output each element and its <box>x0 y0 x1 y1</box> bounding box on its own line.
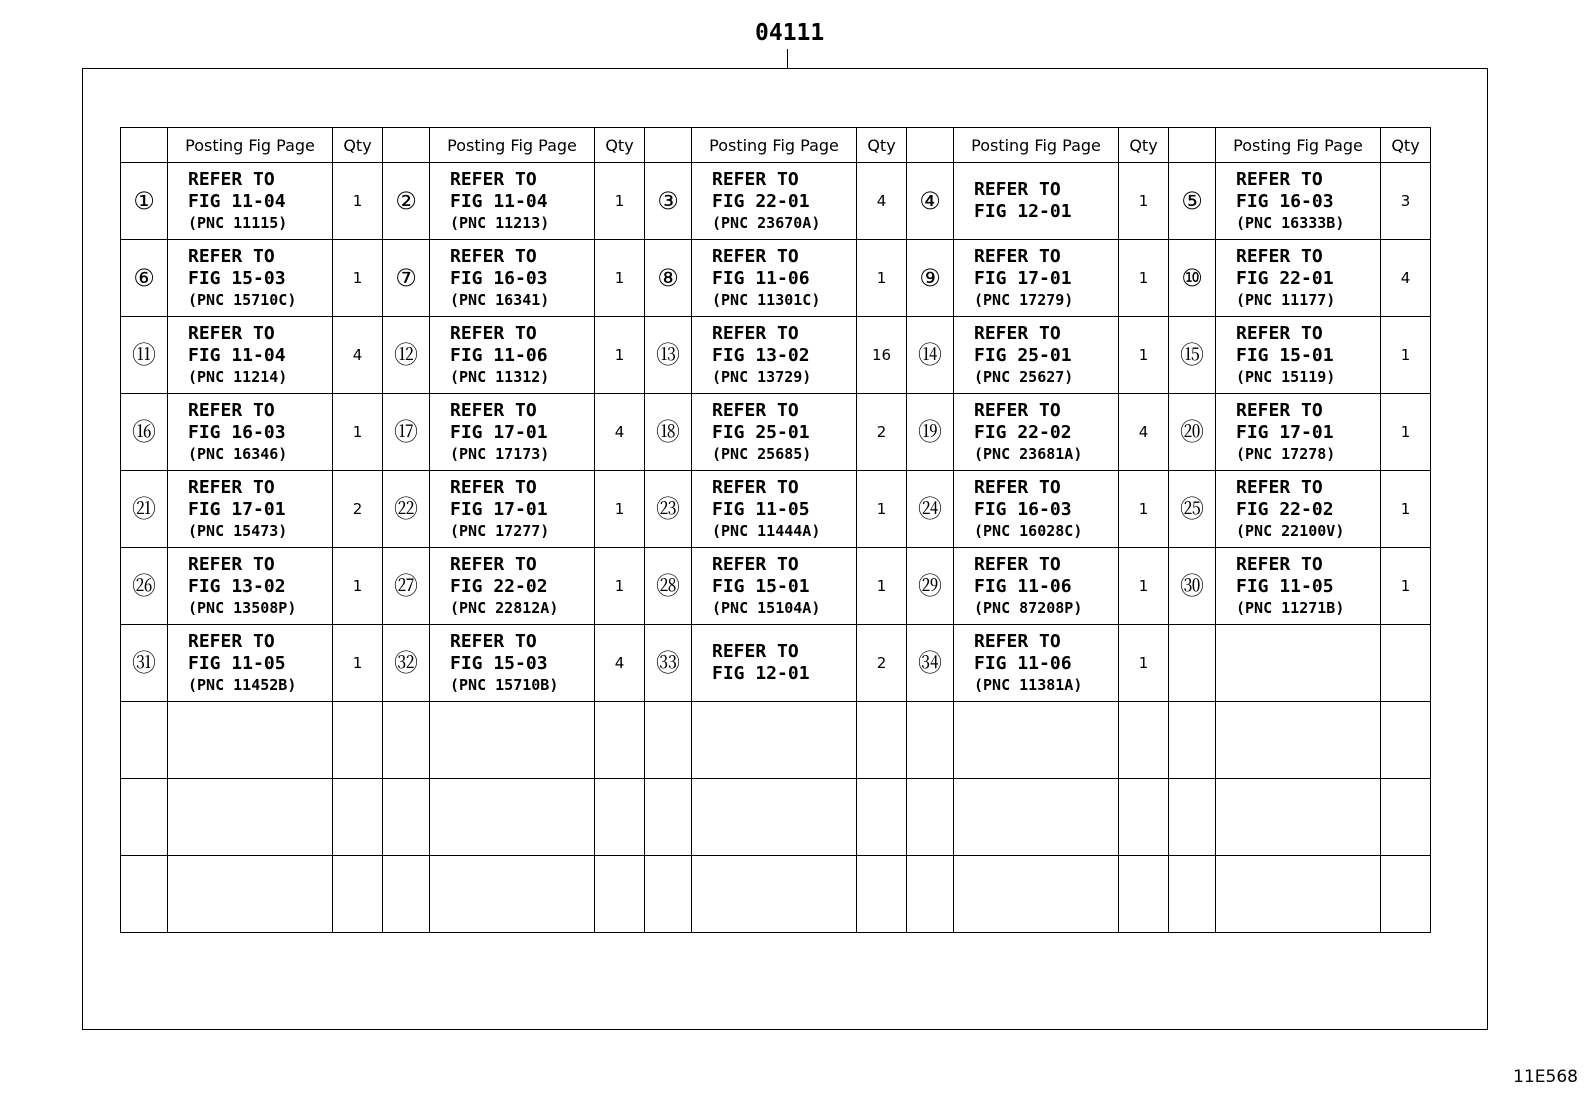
callout-number: ⑧ <box>645 240 692 317</box>
qty-cell: 1 <box>333 394 383 471</box>
qty-cell: 1 <box>1119 163 1169 240</box>
qty-cell: 1 <box>333 548 383 625</box>
refer-to-text: REFER TO <box>450 631 537 652</box>
qty-cell: 1 <box>1119 625 1169 702</box>
pnc-text: (PNC 15119) <box>1236 368 1336 386</box>
header-num-cell <box>1169 128 1216 163</box>
qty-cell <box>1119 702 1169 779</box>
posting-fig-cell <box>168 702 333 779</box>
refer-to-text: REFER TO <box>712 246 799 267</box>
qty-cell: 1 <box>595 471 645 548</box>
qty-cell: 2 <box>857 625 907 702</box>
posting-fig-cell <box>692 548 857 625</box>
qty-cell <box>595 779 645 856</box>
fig-reference-text: FIG 17-01 <box>188 499 286 520</box>
callout-number: ⑫ <box>383 317 430 394</box>
posting-fig-cell <box>1216 702 1381 779</box>
qty-cell: 4 <box>333 317 383 394</box>
posting-fig-cell <box>692 163 857 240</box>
posting-fig-cell <box>692 317 857 394</box>
pnc-text: (PNC 11213) <box>450 214 550 232</box>
table-row <box>121 779 1431 856</box>
qty-cell: 4 <box>595 625 645 702</box>
refer-to-text: REFER TO <box>188 400 275 421</box>
callout-number: ⑨ <box>907 240 954 317</box>
qty-cell <box>333 856 383 933</box>
fig-reference-text: FIG 11-06 <box>712 268 810 289</box>
pnc-text: (PNC 17279) <box>974 291 1074 309</box>
fig-reference-text: FIG 25-01 <box>974 345 1072 366</box>
posting-fig-cell <box>692 471 857 548</box>
fig-reference-text: FIG 12-01 <box>974 201 1072 222</box>
qty-cell: 3 <box>1381 163 1431 240</box>
table-row <box>121 548 1431 625</box>
callout-number <box>645 779 692 856</box>
qty-cell: 1 <box>333 163 383 240</box>
callout-number <box>1169 779 1216 856</box>
refer-to-text: REFER TO <box>1236 554 1323 575</box>
fig-reference-text: FIG 16-03 <box>974 499 1072 520</box>
pnc-text: (PNC 13508P) <box>188 599 297 617</box>
header-num-cell <box>383 128 430 163</box>
fig-reference-text: FIG 13-02 <box>188 576 286 597</box>
callout-number: ⑲ <box>907 394 954 471</box>
refer-to-text: REFER TO <box>974 477 1061 498</box>
refer-to-text: REFER TO <box>712 641 799 662</box>
posting-fig-cell <box>954 317 1119 394</box>
qty-cell: 1 <box>857 548 907 625</box>
qty-cell <box>1119 779 1169 856</box>
pnc-text: (PNC 15710C) <box>188 291 297 309</box>
posting-fig-cell <box>954 240 1119 317</box>
table-body <box>121 163 1431 933</box>
table-row <box>121 471 1431 548</box>
posting-fig-cell <box>692 394 857 471</box>
posting-fig-cell <box>430 779 595 856</box>
callout-number <box>907 856 954 933</box>
pnc-text: (PNC 17173) <box>450 445 550 463</box>
refer-to-text: REFER TO <box>974 554 1061 575</box>
callout-number: ㉑ <box>121 471 168 548</box>
parts-reference-table <box>120 127 1431 933</box>
table-row <box>121 317 1431 394</box>
fig-reference-text: FIG 15-03 <box>188 268 286 289</box>
refer-to-text: REFER TO <box>450 554 537 575</box>
refer-to-text: REFER TO <box>450 400 537 421</box>
callout-number: ⑤ <box>1169 163 1216 240</box>
qty-cell: 1 <box>595 240 645 317</box>
callout-number: ⑥ <box>121 240 168 317</box>
callout-number <box>645 856 692 933</box>
header-num-cell <box>121 128 168 163</box>
fig-reference-text: FIG 11-05 <box>712 499 810 520</box>
callout-number: ⑳ <box>1169 394 1216 471</box>
refer-to-text: REFER TO <box>1236 169 1323 190</box>
refer-to-text: REFER TO <box>450 169 537 190</box>
qty-cell: 4 <box>595 394 645 471</box>
posting-fig-cell <box>954 548 1119 625</box>
qty-cell: 1 <box>595 548 645 625</box>
callout-number <box>383 856 430 933</box>
fig-reference-text: FIG 11-04 <box>188 191 286 212</box>
callout-number <box>907 702 954 779</box>
callout-number: ② <box>383 163 430 240</box>
header-posting-fig-page: Posting Fig Page <box>692 128 857 163</box>
callout-number: ① <box>121 163 168 240</box>
pnc-text: (PNC 87208P) <box>974 599 1083 617</box>
pnc-text: (PNC 11115) <box>188 214 288 232</box>
posting-fig-cell <box>692 856 857 933</box>
qty-cell <box>1381 702 1431 779</box>
refer-to-text: REFER TO <box>188 323 275 344</box>
fig-reference-text: FIG 11-04 <box>450 191 548 212</box>
fig-reference-text: FIG 11-04 <box>188 345 286 366</box>
refer-to-text: REFER TO <box>712 477 799 498</box>
pnc-text: (PNC 15104A) <box>712 599 821 617</box>
pnc-text: (PNC 23670A) <box>712 214 821 232</box>
posting-fig-cell <box>954 471 1119 548</box>
pnc-text: (PNC 11312) <box>450 368 550 386</box>
posting-fig-cell <box>692 702 857 779</box>
refer-to-text: REFER TO <box>188 631 275 652</box>
fig-reference-text: FIG 17-01 <box>1236 422 1334 443</box>
callout-number <box>383 779 430 856</box>
callout-number <box>1169 702 1216 779</box>
callout-number: ㉛ <box>121 625 168 702</box>
table-row <box>121 163 1431 240</box>
fig-reference-text: FIG 11-06 <box>974 576 1072 597</box>
qty-cell <box>857 856 907 933</box>
pnc-text: (PNC 16346) <box>188 445 288 463</box>
posting-fig-cell <box>1216 317 1381 394</box>
refer-to-text: REFER TO <box>1236 323 1323 344</box>
callout-number: ㉘ <box>645 548 692 625</box>
callout-number: ⑱ <box>645 394 692 471</box>
posting-fig-cell <box>168 394 333 471</box>
callout-number: ⑦ <box>383 240 430 317</box>
table-row <box>121 394 1431 471</box>
pnc-text: (PNC 25685) <box>712 445 812 463</box>
pnc-text: (PNC 11271B) <box>1236 599 1345 617</box>
callout-number <box>1169 856 1216 933</box>
header-posting-fig-page: Posting Fig Page <box>1216 128 1381 163</box>
refer-to-text: REFER TO <box>712 323 799 344</box>
fig-reference-text: FIG 15-01 <box>712 576 810 597</box>
header-num-cell <box>907 128 954 163</box>
callout-number: ㉒ <box>383 471 430 548</box>
posting-fig-cell <box>1216 163 1381 240</box>
callout-number <box>907 779 954 856</box>
posting-fig-cell <box>168 317 333 394</box>
qty-cell: 1 <box>1119 317 1169 394</box>
pnc-text: (PNC 11301C) <box>712 291 821 309</box>
pnc-text: (PNC 17278) <box>1236 445 1336 463</box>
qty-cell: 1 <box>333 625 383 702</box>
refer-to-text: REFER TO <box>712 554 799 575</box>
header-qty: Qty <box>1381 128 1431 163</box>
posting-fig-cell <box>1216 856 1381 933</box>
pnc-text: (PNC 16028C) <box>974 522 1083 540</box>
pnc-text: (PNC 11214) <box>188 368 288 386</box>
qty-cell: 4 <box>857 163 907 240</box>
fig-reference-text: FIG 16-03 <box>1236 191 1334 212</box>
pnc-text: (PNC 13729) <box>712 368 812 386</box>
posting-fig-cell <box>430 548 595 625</box>
qty-cell: 1 <box>595 163 645 240</box>
fig-reference-text: FIG 17-01 <box>450 422 548 443</box>
refer-to-text: REFER TO <box>712 400 799 421</box>
refer-to-text: REFER TO <box>974 323 1061 344</box>
posting-fig-cell <box>168 240 333 317</box>
leader-line <box>787 49 788 69</box>
refer-to-text: REFER TO <box>450 323 537 344</box>
callout-number: ⑯ <box>121 394 168 471</box>
table-row <box>121 702 1431 779</box>
posting-fig-cell <box>1216 394 1381 471</box>
table-row <box>121 625 1431 702</box>
posting-fig-cell <box>168 856 333 933</box>
fig-reference-text: FIG 11-05 <box>188 653 286 674</box>
qty-cell <box>595 856 645 933</box>
header-posting-fig-page: Posting Fig Page <box>430 128 595 163</box>
callout-number: ㉖ <box>121 548 168 625</box>
callout-number: ㉞ <box>907 625 954 702</box>
fig-reference-text: FIG 13-02 <box>712 345 810 366</box>
fig-reference-text: FIG 22-02 <box>974 422 1072 443</box>
callout-number: ㉙ <box>907 548 954 625</box>
callout-number: ⑭ <box>907 317 954 394</box>
qty-cell: 2 <box>333 471 383 548</box>
callout-number: ④ <box>907 163 954 240</box>
posting-fig-cell <box>1216 779 1381 856</box>
drawing-code: 11E568 <box>1513 1067 1578 1087</box>
qty-cell: 2 <box>857 394 907 471</box>
posting-fig-cell <box>954 856 1119 933</box>
fig-reference-text: FIG 15-03 <box>450 653 548 674</box>
callout-number <box>383 702 430 779</box>
callout-number <box>645 702 692 779</box>
qty-cell <box>857 779 907 856</box>
callout-number <box>1169 625 1216 702</box>
callout-number: ㉜ <box>383 625 430 702</box>
pnc-text: (PNC 22100V) <box>1236 522 1345 540</box>
refer-to-text: REFER TO <box>450 477 537 498</box>
fig-reference-text: FIG 25-01 <box>712 422 810 443</box>
fig-reference-text: FIG 16-03 <box>188 422 286 443</box>
pnc-text: (PNC 16333B) <box>1236 214 1345 232</box>
fig-reference-text: FIG 11-05 <box>1236 576 1334 597</box>
posting-fig-cell <box>430 240 595 317</box>
qty-cell: 4 <box>1381 240 1431 317</box>
qty-cell: 1 <box>595 317 645 394</box>
qty-cell <box>857 702 907 779</box>
qty-cell: 1 <box>1119 548 1169 625</box>
pnc-text: (PNC 16341) <box>450 291 550 309</box>
header-qty: Qty <box>595 128 645 163</box>
qty-cell: 1 <box>1381 471 1431 548</box>
pnc-text: (PNC 25627) <box>974 368 1074 386</box>
posting-fig-cell <box>168 625 333 702</box>
callout-number: ⑪ <box>121 317 168 394</box>
qty-cell <box>333 702 383 779</box>
callout-number: ③ <box>645 163 692 240</box>
header-num-cell <box>645 128 692 163</box>
refer-to-text: REFER TO <box>188 169 275 190</box>
posting-fig-cell <box>1216 471 1381 548</box>
posting-fig-cell <box>954 625 1119 702</box>
refer-to-text: REFER TO <box>974 246 1061 267</box>
qty-cell <box>1381 625 1431 702</box>
pnc-text: (PNC 11177) <box>1236 291 1336 309</box>
fig-reference-text: FIG 12-01 <box>712 663 810 684</box>
posting-fig-cell <box>430 163 595 240</box>
refer-to-text: REFER TO <box>974 400 1061 421</box>
qty-cell: 1 <box>1381 317 1431 394</box>
refer-to-text: REFER TO <box>188 477 275 498</box>
posting-fig-cell <box>168 471 333 548</box>
posting-fig-cell <box>1216 625 1381 702</box>
posting-fig-cell <box>692 779 857 856</box>
posting-fig-cell <box>430 394 595 471</box>
fig-reference-text: FIG 11-06 <box>450 345 548 366</box>
posting-fig-cell <box>954 779 1119 856</box>
refer-to-text: REFER TO <box>1236 400 1323 421</box>
posting-fig-cell <box>168 779 333 856</box>
qty-cell: 1 <box>1119 471 1169 548</box>
qty-cell: 1 <box>1381 394 1431 471</box>
pnc-text: (PNC 11381A) <box>974 676 1083 694</box>
fig-reference-text: FIG 22-02 <box>1236 499 1334 520</box>
qty-cell: 4 <box>1119 394 1169 471</box>
qty-cell <box>333 779 383 856</box>
qty-cell: 1 <box>1381 548 1431 625</box>
pnc-text: (PNC 22812A) <box>450 599 559 617</box>
refer-to-text: REFER TO <box>1236 246 1323 267</box>
qty-cell <box>1381 856 1431 933</box>
posting-fig-cell <box>168 163 333 240</box>
fig-reference-text: FIG 16-03 <box>450 268 548 289</box>
callout-number: ⑩ <box>1169 240 1216 317</box>
callout-number: ⑬ <box>645 317 692 394</box>
callout-number <box>121 779 168 856</box>
fig-reference-text: FIG 11-06 <box>974 653 1072 674</box>
pnc-text: (PNC 11444A) <box>712 522 821 540</box>
pnc-text: (PNC 23681A) <box>974 445 1083 463</box>
qty-cell <box>1381 779 1431 856</box>
pnc-text: (PNC 11452B) <box>188 676 297 694</box>
pnc-text: (PNC 15473) <box>188 522 288 540</box>
refer-to-text: REFER TO <box>974 631 1061 652</box>
qty-cell: 1 <box>333 240 383 317</box>
fig-reference-text: FIG 22-01 <box>1236 268 1334 289</box>
callout-number: ㉗ <box>383 548 430 625</box>
qty-cell: 1 <box>857 471 907 548</box>
refer-to-text: REFER TO <box>712 169 799 190</box>
refer-to-text: REFER TO <box>188 246 275 267</box>
posting-fig-cell <box>430 317 595 394</box>
qty-cell: 1 <box>857 240 907 317</box>
refer-to-text: REFER TO <box>450 246 537 267</box>
qty-cell: 1 <box>1119 240 1169 317</box>
callout-number: ㉔ <box>907 471 954 548</box>
fig-reference-text: FIG 22-02 <box>450 576 548 597</box>
posting-fig-cell <box>430 625 595 702</box>
posting-fig-cell <box>954 163 1119 240</box>
callout-number: ⑰ <box>383 394 430 471</box>
callout-number: ㉝ <box>645 625 692 702</box>
posting-fig-cell <box>168 548 333 625</box>
callout-number: ㉓ <box>645 471 692 548</box>
fig-reference-text: FIG 17-01 <box>450 499 548 520</box>
header-qty: Qty <box>333 128 383 163</box>
pnc-text: (PNC 17277) <box>450 522 550 540</box>
refer-to-text: REFER TO <box>974 179 1061 200</box>
posting-fig-cell <box>692 240 857 317</box>
posting-fig-cell <box>954 702 1119 779</box>
callout-number <box>121 702 168 779</box>
posting-fig-cell <box>692 625 857 702</box>
callout-number: ⑮ <box>1169 317 1216 394</box>
fig-reference-text: FIG 22-01 <box>712 191 810 212</box>
refer-to-text: REFER TO <box>1236 477 1323 498</box>
pnc-text: (PNC 15710B) <box>450 676 559 694</box>
table-row <box>121 240 1431 317</box>
callout-number: ㉚ <box>1169 548 1216 625</box>
table-header-row <box>121 128 1431 163</box>
header-posting-fig-page: Posting Fig Page <box>954 128 1119 163</box>
header-qty: Qty <box>857 128 907 163</box>
header-qty: Qty <box>1119 128 1169 163</box>
posting-fig-cell <box>430 471 595 548</box>
posting-fig-cell <box>430 702 595 779</box>
diagram-id-label: 04111 <box>755 20 825 46</box>
refer-to-text: REFER TO <box>188 554 275 575</box>
qty-cell <box>595 702 645 779</box>
callout-number <box>121 856 168 933</box>
posting-fig-cell <box>954 394 1119 471</box>
posting-fig-cell <box>430 856 595 933</box>
posting-fig-cell <box>1216 240 1381 317</box>
table-row <box>121 856 1431 933</box>
posting-fig-cell <box>1216 548 1381 625</box>
fig-reference-text: FIG 17-01 <box>974 268 1072 289</box>
header-posting-fig-page: Posting Fig Page <box>168 128 333 163</box>
fig-reference-text: FIG 15-01 <box>1236 345 1334 366</box>
callout-number: ㉕ <box>1169 471 1216 548</box>
qty-cell <box>1119 856 1169 933</box>
qty-cell: 16 <box>857 317 907 394</box>
